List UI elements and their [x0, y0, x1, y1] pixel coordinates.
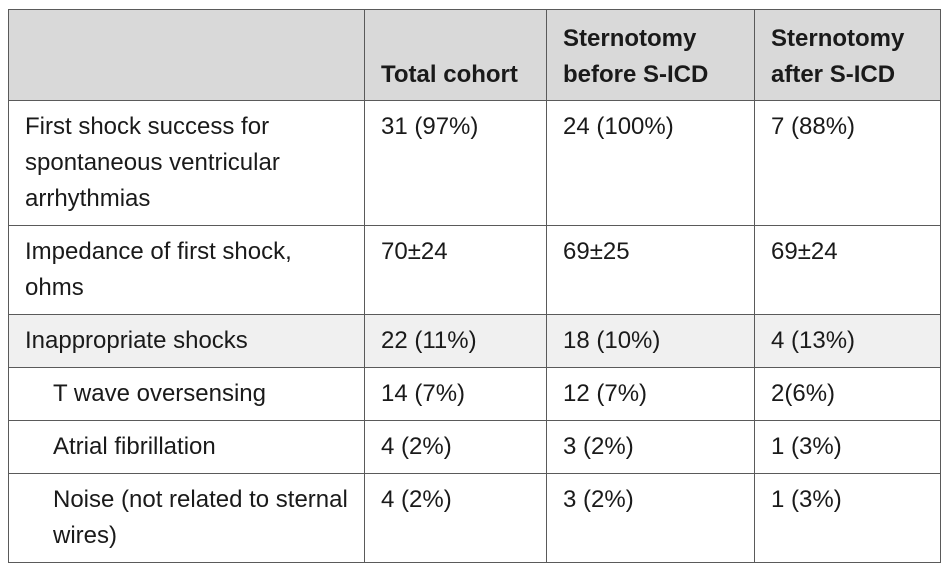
table-row	[9, 315, 941, 368]
cell-sternotomy-before: 24 (100%)	[547, 101, 755, 226]
cell-sternotomy-after: 69±24	[755, 226, 941, 315]
cell-total-cohort: 4 (2%)	[365, 474, 547, 563]
cell-total-cohort: 70±24	[365, 226, 547, 315]
table-header	[9, 10, 941, 101]
table-body	[9, 101, 941, 563]
cell-sternotomy-before: 3 (2%)	[547, 421, 755, 474]
header-row	[9, 10, 941, 101]
cell-total-cohort: 31 (97%)	[365, 101, 547, 226]
header-cell-total-cohort: Total cohort	[365, 10, 547, 101]
cell-sternotomy-before: 3 (2%)	[547, 474, 755, 563]
row-label: Impedance of first shock, ohms	[9, 226, 365, 315]
table-container	[8, 9, 940, 563]
cell-sternotomy-after: 7 (88%)	[755, 101, 941, 226]
cell-total-cohort: 4 (2%)	[365, 421, 547, 474]
cell-sternotomy-before: 69±25	[547, 226, 755, 315]
results-table	[8, 9, 941, 563]
row-label: Atrial fibrillation	[9, 421, 365, 474]
cell-sternotomy-before: 12 (7%)	[547, 368, 755, 421]
table-row	[9, 101, 941, 226]
header-cell-sternotomy-before: Sternotomy before S-ICD	[547, 10, 755, 101]
cell-sternotomy-before: 18 (10%)	[547, 315, 755, 368]
table-row	[9, 368, 941, 421]
row-label: First shock success for spontaneous ventricular arrhythmias	[9, 101, 365, 226]
row-label: Inappropriate shocks	[9, 315, 365, 368]
cell-sternotomy-after: 1 (3%)	[755, 421, 941, 474]
cell-total-cohort: 14 (7%)	[365, 368, 547, 421]
cell-sternotomy-after: 2(6%)	[755, 368, 941, 421]
cell-total-cohort: 22 (11%)	[365, 315, 547, 368]
header-cell-sternotomy-after: Sternotomy after S-ICD	[755, 10, 941, 101]
header-cell-empty	[9, 10, 365, 101]
cell-sternotomy-after: 4 (13%)	[755, 315, 941, 368]
table-row	[9, 226, 941, 315]
cell-sternotomy-after: 1 (3%)	[755, 474, 941, 563]
table-row	[9, 474, 941, 563]
row-label: Noise (not related to sternal wires)	[9, 474, 365, 563]
row-label: T wave oversensing	[9, 368, 365, 421]
table-row	[9, 421, 941, 474]
